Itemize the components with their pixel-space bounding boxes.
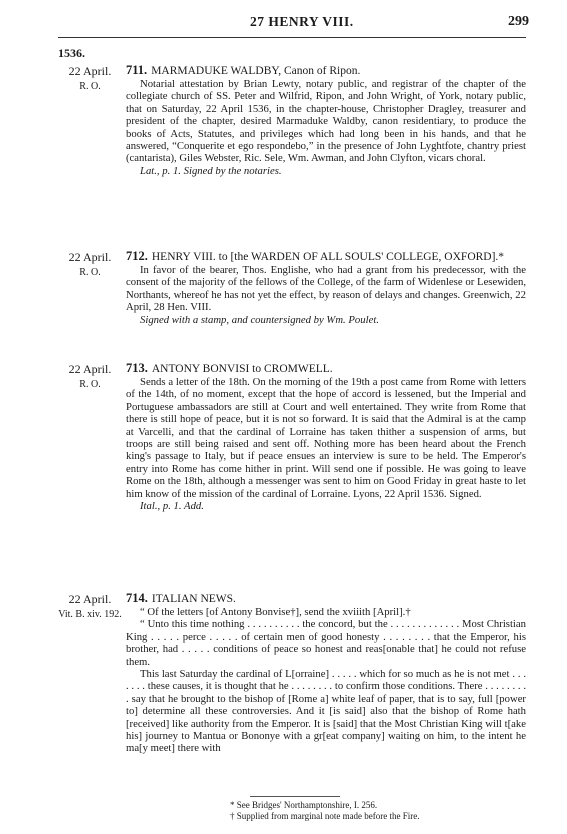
year-label: 1536.: [58, 46, 85, 60]
header-title: 27 HENRY VIII.: [250, 14, 354, 29]
entry-paragraph: This last Saturday the cardinal of L[orraine] . . . . . which for so much as he is not met . . . . . . . these causes, it is thought that he . . . . . . . . to confirm those conditions. There . . . . . . . . . say that he brought to the bishop of [Rome a] white leaf of paper, that is to say, full [power to] determine all these controversies. And it [is said] also that the bishop of Rome hath [received] like authority from the Emperor. It is [said] that the Most Christian King will t[ake his] journey to Mantua or Bononye with a gr[eat company] waiting on him, to the intent he ma[y meet] there with: [126, 668, 526, 755]
header-rule: [58, 37, 526, 38]
entry-date: 22 April.: [68, 592, 112, 606]
entry-note: Lat., p. 1. Signed by the notaries.: [140, 164, 282, 177]
entry-margin: [58, 250, 122, 278]
entry-date: 22 April.: [68, 362, 112, 376]
entry-note: Signed with a stamp, and countersigned by Wm. Poulet.: [140, 313, 379, 326]
footnote: † Supplied from marginal note made before the Fire.: [230, 811, 420, 821]
entry-number: 714.: [126, 591, 148, 605]
entry-heading: [126, 592, 526, 606]
entry-source: R. O.: [79, 379, 101, 390]
entry-paragraph: “ Of the letters [of Antony Bonvise†], send the xviiith [April].†: [140, 606, 411, 618]
entry-title: MARMADUKE WALDBY, Canon of Ripon.: [151, 65, 361, 77]
entry-title: ANTONY BONVISI to CROMWELL.: [151, 363, 333, 375]
entry-date: 22 April.: [68, 64, 112, 78]
entry-source: R. O.: [79, 81, 101, 92]
entry-margin: [58, 64, 122, 92]
entry-source: Vit. B. xiv. 192.: [58, 609, 122, 620]
entry-body: [126, 64, 526, 177]
entry-note: Ital., p. 1. Add.: [140, 500, 204, 513]
entry-title: ITALIAN NEWS.: [151, 593, 236, 605]
footnote: * See Bridges' Northamptonshire, I. 256.: [230, 800, 378, 810]
entry-body: [126, 250, 526, 326]
page-number: 299: [508, 14, 529, 29]
entry-title: HENRY VIII. to [the WARDEN OF ALL SOULS' COLLEGE, OXFORD].*: [151, 251, 505, 263]
entry-date: 22 April.: [68, 250, 112, 264]
entry-body: [126, 592, 526, 755]
running-header: [0, 14, 567, 34]
entry-paragraph: Sends a letter of the 18th. On the morning of the 19th a post came from Rome with letters of the 14th, of no moment, except that the hope of accord is lessened, but the Imperial and Portuguese ambassadors are still at Court and well entertained. They write from Rome that there is still hope of peace, but it is not so forward. It is said that the Admiral is at the camp at Varcelli, and that the cardinal of Lorraine has taken thither a suspension of arms, but troops are still being raised and sent off. Nothing more has been heard about the French king's passage to Italy, but if peace ensues an interview is sure to be held. The Emperor's entry into Rome has come hither in print. Will send one if possible. He was going to leave Rome on the 18th, although a messenger was sent to him on Good Friday in great haste to let him know of the mission of the cardinal of Lorraine. Lyons, 22 April 1536. Signed.: [126, 376, 526, 500]
footnotes: [230, 800, 550, 822]
entry-number: 712.: [126, 249, 148, 263]
entry-heading: [126, 64, 526, 78]
entry-heading: [126, 250, 526, 264]
entry-paragraph: “ Unto this time nothing . . . . . . . . . . the concord, but the . . . . . . . . . . . . . Most Christian King . . . . . perce . . . . . of certain men of good honesty . . . . . . . . that the Emperor, his brother, had . . . . . conditions of peace so honest and reas[onable that] he could not refuse them.: [126, 618, 526, 668]
footnote-rule: [250, 796, 340, 797]
entry-body: [126, 362, 526, 512]
entry-margin: [58, 592, 122, 620]
entry-margin: [58, 362, 122, 390]
entry-paragraph: Notarial attestation by Brian Lewty, notary public, and registrar of the chapter of the collegiate church of SS. Peter and Wilfrid, Ripon, and John Wright, of York, notary public, that on Saturday, 22 April 1536, in the chapter-house, Christopher Dragley, treasurer and president of the chapter, desired Marmaduke Waldby, canon residentiary, to produce the books of Acts, Statutes, and privileges which had long been in his hands, and that he answered, “Conquerite et ego respondebo,” in the presence of John Lyghtfote, chantry priest (cantarista), Giles Webster, Ric. Sele, Wm. Awman, and John Clyfton, vicars choral.: [126, 78, 526, 165]
entry-source: R. O.: [79, 267, 101, 278]
entry-paragraph: In favor of the bearer, Thos. Englishe, who had a grant from his predecessor, with the consent of the majority of the fellows of the College, of the farm of Widenlese or Lesewiden, Northants, whereof he has not yet the effect, by reason of delays and changes. Greenwich, 22 April, 28 Hen. VIII.: [126, 264, 526, 314]
entry-number: 711.: [126, 63, 148, 77]
entry-number: 713.: [126, 361, 148, 375]
entry-heading: [126, 362, 526, 376]
